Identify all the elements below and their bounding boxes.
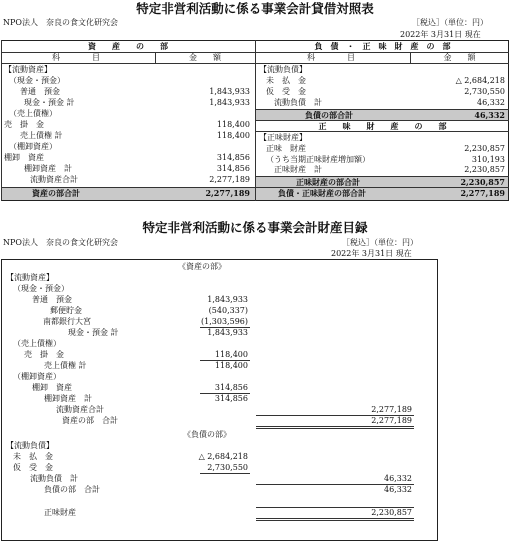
bs-net-header: 正 味 財 産 の 部 [318, 121, 447, 131]
bs-liab-row: 【流動負債】 [259, 65, 307, 74]
inv-amount: 314,856 [214, 394, 248, 403]
bs-col-item-left: 科 目 [52, 53, 100, 62]
inv-amount-total: 2,277,189 [371, 416, 412, 425]
inv-org: NPO法人 奈良の食文化研究会 [3, 238, 118, 247]
inv-row: 普通 預金 [32, 295, 72, 304]
bs-net-total-amount: 2,230,857 [460, 177, 505, 187]
bs-asset-row: 売 掛 金 [4, 120, 44, 129]
bs-assets-header: 資 産 の 部 [88, 41, 168, 51]
bs-asset-row: 普通 預金 [20, 87, 60, 96]
inv-liab-row: 負債の部 合計 [44, 485, 100, 494]
bs-asset-row: 流動資産合計 [30, 175, 78, 184]
inv-liab-amount: △ 2,684,218 [198, 452, 248, 461]
bs-asset-row: （現金・預金） [9, 76, 65, 85]
bs-asset-row: 【流動資産】 [4, 65, 52, 74]
bs-asset-amount: 1,843,933 [209, 98, 250, 107]
bs-net-total-label: 正味財産の部合計 [296, 177, 360, 187]
bs-asset-amount: 118,400 [216, 131, 250, 140]
inv-liab-amount-total: 46,332 [384, 474, 412, 483]
inv-assets-header: 《資産の部》 [178, 262, 226, 271]
inv-liab-row: 仮 受 金 [13, 463, 53, 472]
inv-net-label: 正味財産 [44, 508, 76, 517]
bs-asset-amount: 2,277,189 [209, 175, 250, 184]
bs-asset-amount: 314,856 [216, 153, 250, 162]
bs-grand-total-label: 負債・正味財産の部合計 [278, 188, 366, 198]
bs-asset-row: （棚卸資産） [9, 142, 57, 151]
bs-tax-unit: ［税込］（単位：円） [412, 18, 488, 27]
bs-liab-total-amount: 46,332 [474, 110, 505, 120]
bs-liab-header: 負 債 ・ 正 味 財 産 の 部 [314, 41, 451, 51]
inv-liab-row: 未 払 金 [13, 452, 53, 461]
inv-row: （売上債権） [13, 339, 61, 348]
inv-amount: 314,856 [214, 383, 248, 392]
bs-asset-row: （売上債権） [9, 109, 57, 118]
bs-grand-total-amount: 2,277,189 [460, 188, 505, 198]
bs-net-amount: 310,193 [471, 155, 505, 164]
bs-asset-row: 現金・預金 計 [24, 98, 75, 107]
bs-liab-total-label: 負債の部合計 [305, 110, 353, 120]
inv-tax-unit: ［税込］（単位：円） [342, 238, 418, 247]
inv-row: （棚卸資産） [13, 372, 61, 381]
bs-liab-row: 仮 受 金 [266, 87, 306, 96]
inv-title: 特定非営利活動に係る事業会計財産目録 [142, 220, 368, 235]
inv-amount: (1,303,596) [201, 317, 248, 326]
inv-amount-total: 2,277,189 [371, 405, 412, 414]
bs-col-amount-left: 金 額 [189, 53, 221, 62]
inv-row: 棚卸 資産 [32, 383, 72, 392]
bs-asset-row: 売上債権 計 [20, 131, 63, 140]
inv-date: 2022年 3月31日 現在 [331, 249, 412, 258]
bs-liab-amount: 46,332 [477, 98, 505, 107]
inv-liab-row: 流動負債 計 [30, 474, 78, 483]
inv-row: 資産の部 合計 [62, 416, 118, 425]
bs-col-amount-right: 金 額 [443, 53, 476, 62]
bs-net-row: 正味 財産 [266, 144, 306, 153]
inv-row: 【流動資産】 [6, 273, 54, 282]
inv-amount: (540,337) [208, 306, 248, 315]
inv-row: （現金・預金） [13, 284, 69, 293]
bs-org: NPO法人 奈良の食文化研究会 [3, 18, 118, 27]
bs-col-item-right: 科 目 [307, 53, 355, 62]
bs-asset-amount: 118,400 [216, 120, 250, 129]
inv-row: 売上債権 計 [44, 361, 87, 370]
inv-row: 流動資産合計 [56, 405, 104, 414]
bs-asset-row: 棚卸資産 計 [24, 164, 72, 173]
bs-net-amount: 2,230,857 [464, 144, 505, 153]
inv-liab-header: 《負債の部》 [183, 430, 231, 439]
bs-asset-amount: 314,856 [216, 164, 250, 173]
bs-title: 特定非営利活動に係る事業会計貸借対照表 [136, 1, 374, 16]
inv-liab-amount-total: 46,332 [384, 485, 412, 494]
bs-assets-total-label: 資産の部合計 [32, 188, 80, 198]
inv-row: 現金・預金 計 [68, 328, 119, 337]
inv-row: 売 掛 金 [24, 350, 64, 359]
inv-row: 郵便貯金 [50, 306, 82, 315]
bs-asset-amount: 1,843,933 [209, 87, 250, 96]
inv-row: 南都銀行大宮 [43, 317, 91, 326]
bs-liab-amount: 2,730,550 [464, 87, 505, 96]
bs-liab-amount: △ 2,684,218 [455, 76, 505, 85]
inv-liab-row: 【流動負債】 [6, 441, 54, 450]
inv-row: 棚卸資産 計 [44, 394, 92, 403]
inv-amount: 118,400 [214, 361, 248, 370]
bs-liab-row: 未 払 金 [266, 76, 306, 85]
bs-net-row: （うち当期正味財産増加額） [266, 155, 370, 164]
inv-amount: 1,843,933 [207, 295, 248, 304]
bs-asset-row: 棚卸 資産 [4, 153, 44, 162]
bs-net-row: 【正味財産】 [259, 133, 307, 142]
inv-amount: 1,843,933 [207, 328, 248, 337]
bs-net-amount: 2,230,857 [464, 165, 505, 174]
inv-liab-amount: 2,730,550 [207, 463, 248, 472]
inv-net-amount: 2,230,857 [371, 508, 412, 517]
bs-liab-row: 流動負債 計 [274, 98, 322, 107]
bs-assets-total-amount: 2,277,189 [205, 188, 250, 198]
inv-amount: 118,400 [214, 350, 248, 359]
bs-net-row: 正味財産 計 [274, 165, 322, 174]
bs-date: 2022年 3月31日 現在 [400, 30, 481, 39]
